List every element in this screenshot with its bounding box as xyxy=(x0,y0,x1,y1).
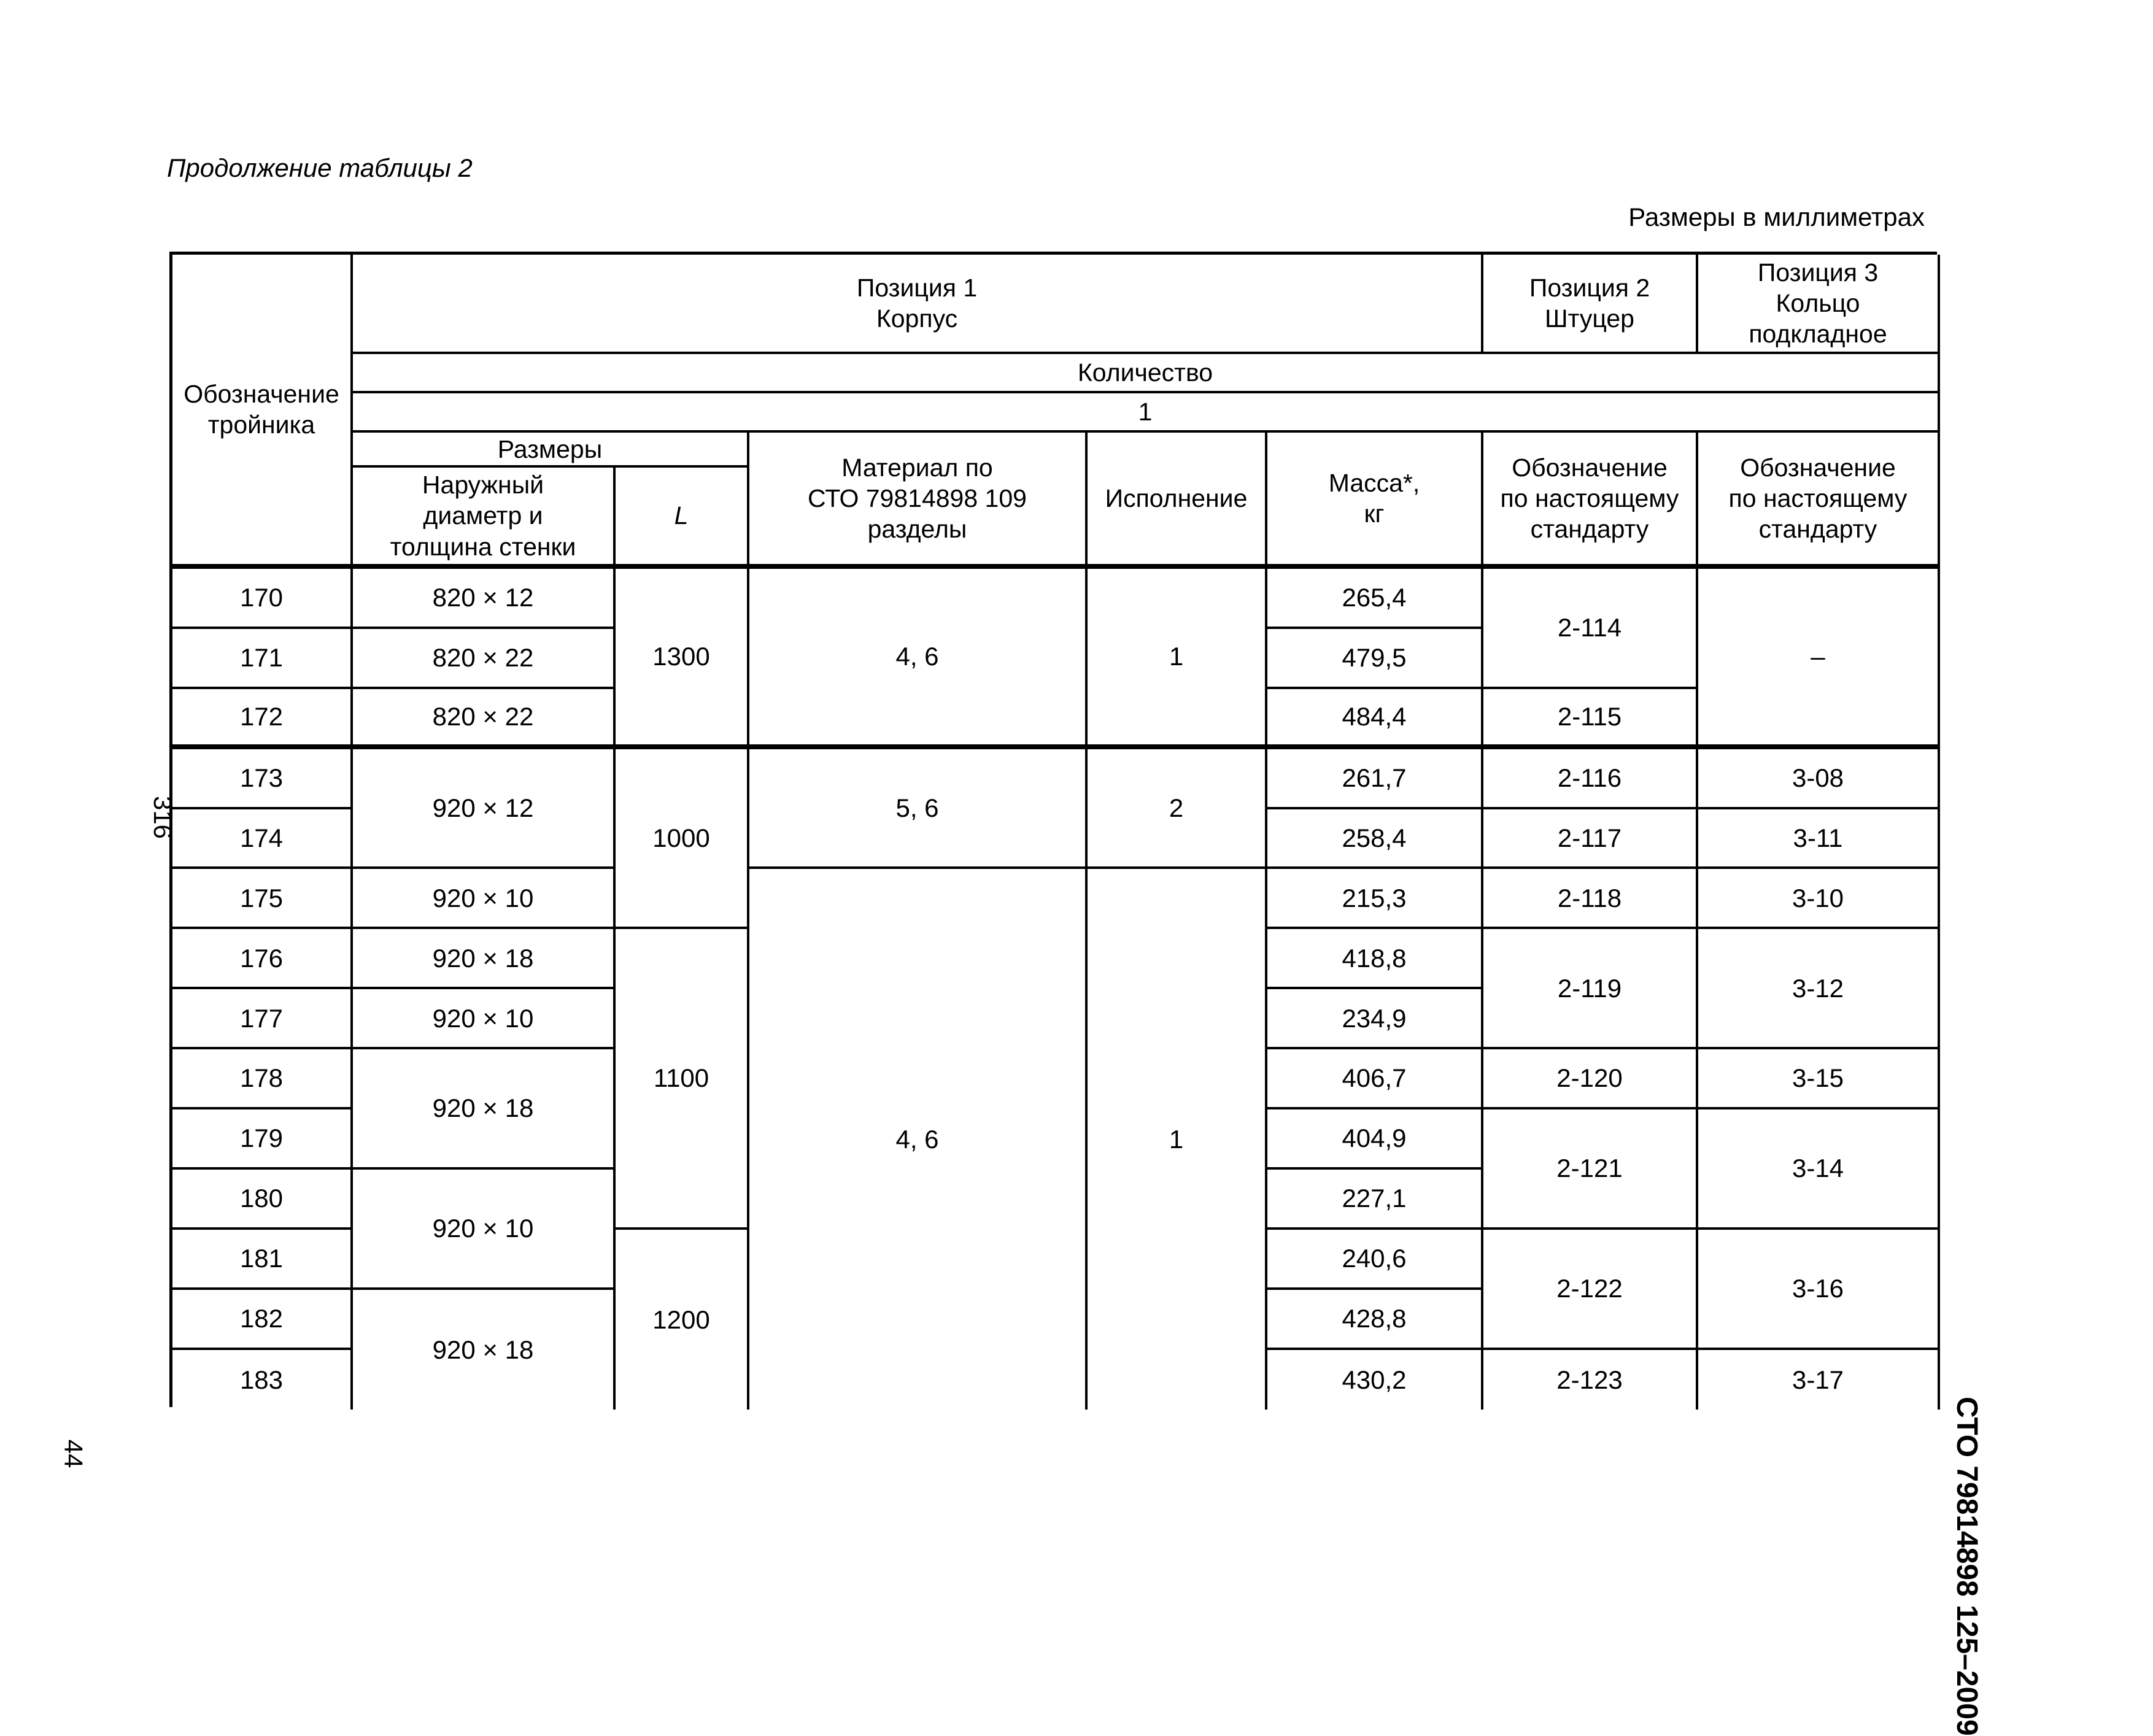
table-cell-pos3: 3-16 xyxy=(1698,1230,1940,1350)
table-cell-designation: 172 xyxy=(172,689,353,749)
table-cell-designation: 173 xyxy=(172,749,353,809)
table-cell-designation: 182 xyxy=(172,1290,353,1350)
header-position-2: Позиция 2 Штуцер xyxy=(1483,255,1698,354)
table-cell-designation: 174 xyxy=(172,809,353,870)
table-cell-length: 1000 xyxy=(616,749,749,930)
table-cell-mass: 479,5 xyxy=(1267,629,1483,689)
table-cell-designation: 175 xyxy=(172,869,353,929)
table-cell-pos2: 2-120 xyxy=(1483,1049,1698,1109)
table-cell-designation: 170 xyxy=(172,569,353,629)
header-outer-diameter: Наружный диаметр и толщина стенки xyxy=(353,468,616,569)
header-execution: Исполнение xyxy=(1088,433,1267,569)
table-cell-mass: 484,4 xyxy=(1267,689,1483,749)
table-cell-diameter: 920 × 18 xyxy=(353,929,616,989)
standard-code: СТО 79814898 125–2009 xyxy=(1950,1397,1983,1736)
table-cell-designation: 176 xyxy=(172,929,353,989)
table-cell-designation: 181 xyxy=(172,1230,353,1290)
header-mass: Масса*, кг xyxy=(1267,433,1483,569)
header-pos2-designation: Обозначение по настоящему стандарту xyxy=(1483,433,1698,569)
header-quantity: Количество xyxy=(353,354,1940,393)
table-cell-pos2: 2-121 xyxy=(1483,1109,1698,1230)
table-cell-diameter: 820 × 22 xyxy=(353,629,616,689)
table-cell-diameter: 920 × 18 xyxy=(353,1290,616,1410)
header-material: Материал по СТО 79814898 109 разделы xyxy=(749,433,1088,569)
table-cell-pos3: 3-08 xyxy=(1698,749,1940,809)
table-cell-pos2: 2-116 xyxy=(1483,749,1698,809)
table-cell-execution: 1 xyxy=(1088,569,1267,749)
header-position-1: Позиция 1 Корпус xyxy=(353,255,1483,354)
header-pos3-designation: Обозначение по настоящему стандарту xyxy=(1698,433,1940,569)
table-cell-pos3: 3-17 xyxy=(1698,1350,1940,1410)
table-cell-diameter: 920 × 12 xyxy=(353,749,616,870)
header-quantity-value: 1 xyxy=(353,393,1940,433)
side-page-number: 316 xyxy=(149,795,178,839)
table-caption: Продолжение таблицы 2 xyxy=(167,153,473,182)
table-cell-designation: 179 xyxy=(172,1109,353,1170)
units-note: Размеры в миллиметрах xyxy=(1628,203,1925,231)
table-cell-pos2: 2-123 xyxy=(1483,1350,1698,1410)
table-cell-mass: 265,4 xyxy=(1267,569,1483,629)
table-cell-designation: 180 xyxy=(172,1170,353,1230)
table-cell-pos2: 2-118 xyxy=(1483,869,1698,929)
table-cell-mass: 261,7 xyxy=(1267,749,1483,809)
table-cell-designation: 178 xyxy=(172,1049,353,1109)
table-cell-pos2: 2-114 xyxy=(1483,569,1698,689)
table-cell-diameter: 820 × 22 xyxy=(353,689,616,749)
table-cell-mass: 428,8 xyxy=(1267,1290,1483,1350)
table-cell-mass: 240,6 xyxy=(1267,1230,1483,1290)
table-cell-pos3: 3-15 xyxy=(1698,1049,1940,1109)
table-cell-execution: 1 xyxy=(1088,869,1267,1410)
header-designation: Обозначение тройника xyxy=(172,255,353,569)
table-cell-pos2: 2-119 xyxy=(1483,929,1698,1049)
table-cell-mass: 234,9 xyxy=(1267,989,1483,1049)
table-cell-material: 4, 6 xyxy=(749,869,1088,1410)
data-table xyxy=(169,252,1937,1407)
table-cell-pos2: 2-122 xyxy=(1483,1230,1698,1350)
table-cell-mass: 227,1 xyxy=(1267,1170,1483,1230)
table-cell-designation: 183 xyxy=(172,1350,353,1410)
table-cell-pos3: 3-10 xyxy=(1698,869,1940,929)
page-number: 44 xyxy=(59,1439,88,1468)
header-sizes: Размеры xyxy=(353,433,749,468)
table-cell-diameter: 820 × 12 xyxy=(353,569,616,629)
table-cell-length: 1200 xyxy=(616,1230,749,1410)
table-cell-diameter: 920 × 10 xyxy=(353,869,616,929)
table-cell-designation: 177 xyxy=(172,989,353,1049)
header-length: L xyxy=(616,468,749,569)
table-cell-pos3: 3-14 xyxy=(1698,1109,1940,1230)
table-cell-diameter: 920 × 18 xyxy=(353,1049,616,1170)
table-cell-pos2: 2-117 xyxy=(1483,809,1698,870)
table-cell-length: 1300 xyxy=(616,569,749,749)
table-cell-diameter: 920 × 10 xyxy=(353,1170,616,1290)
table-cell-pos3: 3-11 xyxy=(1698,809,1940,870)
table-cell-designation: 171 xyxy=(172,629,353,689)
table-cell-execution: 2 xyxy=(1088,749,1267,870)
table-cell-material: 5, 6 xyxy=(749,749,1088,870)
table-cell-length: 1100 xyxy=(616,929,749,1229)
table-cell-mass: 430,2 xyxy=(1267,1350,1483,1410)
table-cell-diameter: 920 × 10 xyxy=(353,989,616,1049)
table-cell-material: 4, 6 xyxy=(749,569,1088,749)
table-cell-mass: 258,4 xyxy=(1267,809,1483,870)
table-cell-pos3: – xyxy=(1698,569,1940,749)
table-cell-mass: 418,8 xyxy=(1267,929,1483,989)
table-cell-mass: 404,9 xyxy=(1267,1109,1483,1170)
table-cell-mass: 215,3 xyxy=(1267,869,1483,929)
table-cell-mass: 406,7 xyxy=(1267,1049,1483,1109)
table-cell-pos3: 3-12 xyxy=(1698,929,1940,1049)
table-cell-pos2: 2-115 xyxy=(1483,689,1698,749)
header-position-3: Позиция 3 Кольцо подкладное xyxy=(1698,255,1940,354)
